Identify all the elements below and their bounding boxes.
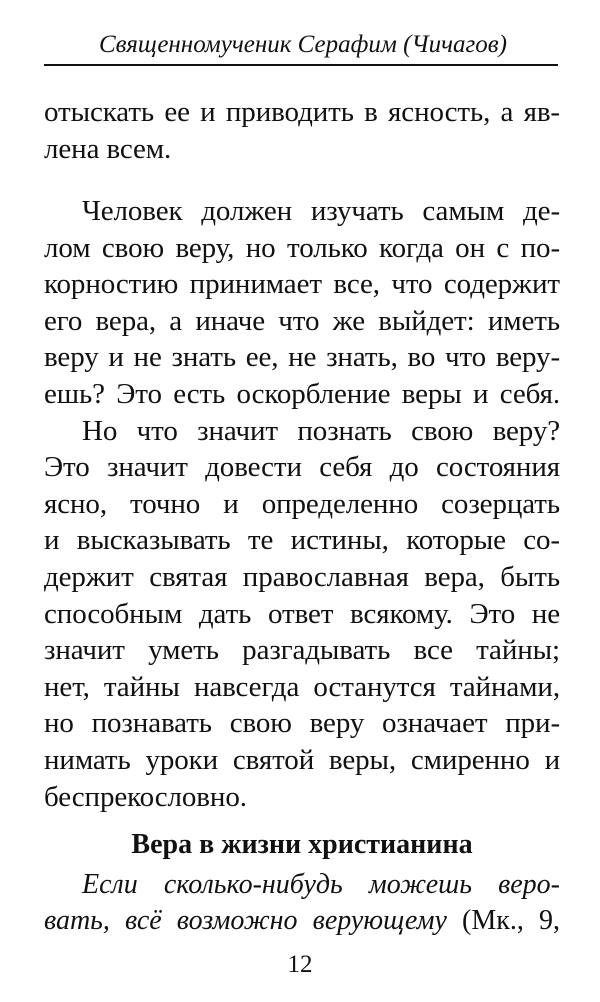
epigraph-line: Если сколько-нибудь можешь веро- [82, 869, 560, 900]
text-line: отыскать ее и приводить в ясность, а яв- [44, 96, 560, 128]
text-line: но познавать свою веру означает при- [44, 707, 560, 740]
text-line: лом свою веру, но только когда он с по- [44, 231, 560, 264]
text-line: Это значит довести себя до состояния [44, 451, 560, 484]
text-line: его вера, а иначе что же выйдет: иметь [44, 304, 560, 337]
scripture-reference: (Мк., 9, [446, 905, 561, 936]
text-line: ешь? Это есть оскорбление веры и себя. [44, 377, 560, 410]
text-line: и высказывать те истины, которые со- [44, 524, 560, 557]
header-rule [44, 64, 558, 66]
text-line: лена всем. [44, 132, 172, 165]
page-number: 12 [287, 951, 313, 978]
text-line: нимать уроки святой веры, смиренно и [44, 743, 560, 776]
text-line: ясно, точно и определенно созерцать [44, 487, 560, 520]
epigraph-quote: вать, всё возможно верующему [44, 905, 447, 936]
epigraph-line [44, 903, 560, 939]
text-line: значит уметь разгадывать все тайны; [44, 634, 560, 667]
paragraph-continuation [44, 94, 560, 167]
text-line: нет, тайны навсегда останутся тайнами, [44, 670, 560, 703]
text-line: веру и не знать ее, не знать, во что веру- [44, 341, 560, 374]
text-line: держит святая православная вера, быть [44, 560, 560, 593]
section-heading: Вера в жизни христианина [131, 829, 473, 860]
running-head: Священномученик Серафим (Чичагов) [99, 31, 507, 58]
text-line: корностию принимает все, что содержит [44, 268, 560, 301]
text-line: беспрекословно. [44, 780, 247, 813]
text-line: Но что значит познать свою веру? [82, 414, 560, 447]
text-line: Человек должен изучать самым де- [82, 195, 560, 227]
epigraph [44, 867, 560, 939]
paragraphs-main [44, 193, 560, 815]
text-line: способным дать ответ всякому. Это не [44, 597, 560, 630]
